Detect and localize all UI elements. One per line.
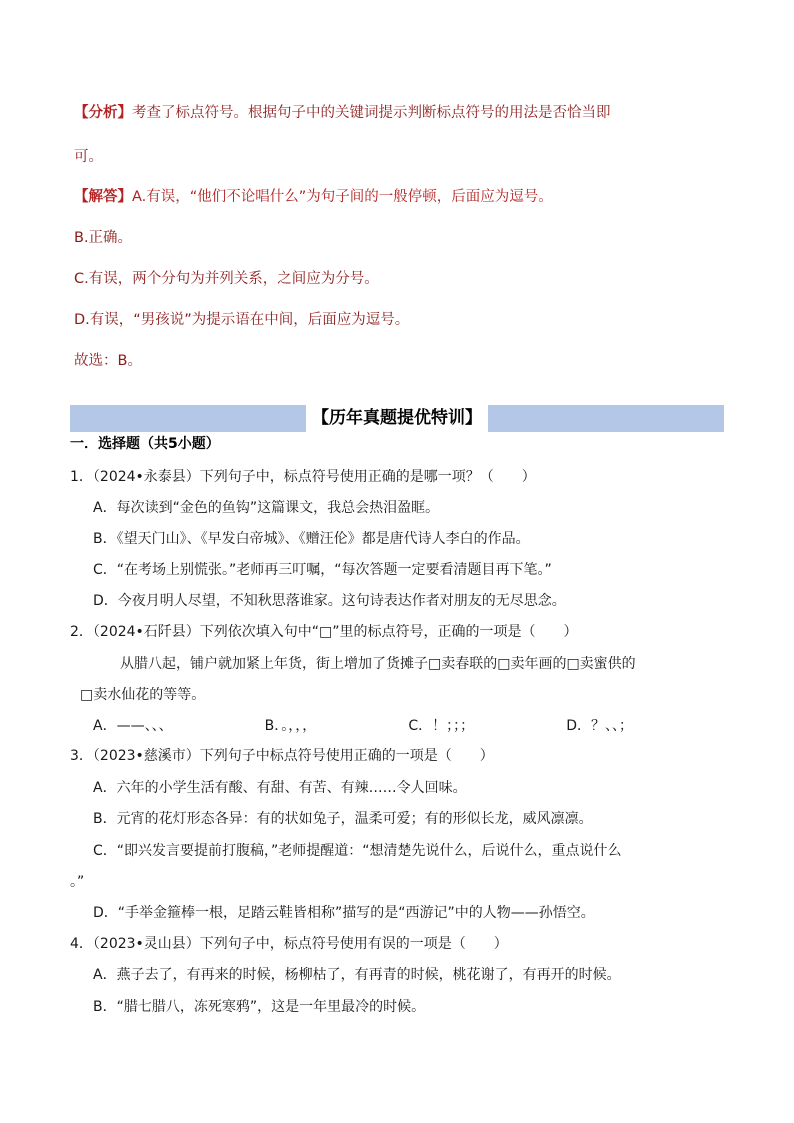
question-1-option-c[interactable]: C．“在考场上别慌张。”老师再三叮嘱，“每次答题一定要看清题目再下笔。”: [93, 562, 552, 578]
question-2-option-a[interactable]: A．——、、、: [93, 718, 173, 734]
analysis-tag: 【分析】: [74, 105, 132, 121]
question-1-option-a[interactable]: A．每次读到“金色的鱼钩”这篇课文，我总会热泪盈眶。: [93, 500, 440, 516]
solution-text-a: A.有误，“他们不论唱什么”为句子间的一般停顿，后面应为逗号。: [132, 189, 553, 205]
analysis-line-2: 可。: [74, 149, 103, 165]
question-2-passage-line-1: 从腊八起，铺户就加紧上年货，街上增加了货摊子□卖春联的□卖年画的□卖蜜供的: [120, 656, 636, 672]
question-4-stem: 4．（2023•灵山县）下列句子中，标点符号使用有误的一项是（ ）: [70, 936, 508, 952]
question-1-stem: 1．（2024•永泰县）下列句子中，标点符号使用正确的是哪一项？（ ）: [70, 469, 536, 485]
question-3-option-c-wrap: 。”: [70, 874, 85, 890]
solution-line-3: C.有误，两个分句为并列关系，之间应为分号。: [74, 271, 379, 287]
question-2-option-b[interactable]: B．。，，，: [264, 718, 317, 734]
question-1-option-b[interactable]: B．《望天门山》、《早发白帝城》、《赠汪伦》都是唐代诗人李白的作品。: [93, 531, 530, 547]
question-3-option-d[interactable]: D．“手举金箍棒一根，足踏云鞋皆相称”描写的是“西游记”中的人物——孙悟空。: [93, 905, 595, 921]
question-1-option-d[interactable]: D．今夜月明人尽望，不知秋思落谁家。这句诗表达作者对朋友的无尽思念。: [93, 593, 566, 609]
question-3-option-b[interactable]: B．元宵的花灯形态各异：有的状如兔子，温柔可爱；有的形似长龙，威风凛凛。: [93, 811, 593, 827]
analysis-line-1: [74, 101, 611, 122]
question-3-option-a[interactable]: A．六年的小学生活有酸、有甜、有苦、有辣……令人回味。: [93, 780, 467, 796]
question-2-options: [93, 715, 633, 735]
question-3-option-c[interactable]: C．“即兴发言要提前打腹稿，”老师提醒道：“想清楚先说什么，后说什么，重点说什么: [93, 843, 622, 859]
final-choice: 故选：B。: [74, 353, 142, 369]
question-2-option-c[interactable]: C．！；；；: [408, 718, 475, 734]
question-3-stem: 3．（2023•慈溪市）下列句子中标点符号使用正确的一项是（ ）: [70, 748, 494, 764]
question-4-option-b[interactable]: B．“腊七腊八，冻死寒鸦”，这是一年里最冷的时候。: [93, 999, 426, 1015]
question-2-passage-line-2: □卖水仙花的等等。: [80, 687, 206, 703]
solution-line-1: [74, 185, 553, 206]
solution-line-4: D.有误，“男孩说”为提示语在中间，后面应为逗号。: [74, 312, 410, 328]
question-2-stem: 2．（2024•石阡县）下列依次填入句中“□”里的标点符号，正确的一项是（ ）: [70, 624, 578, 640]
question-2-option-d[interactable]: D．？、、；: [566, 718, 633, 734]
section-heading: 一．选择题（共5小题）: [70, 436, 220, 452]
banner-title: 【历年真题提优特训】: [306, 405, 488, 432]
solution-tag: 【解答】: [74, 189, 132, 205]
question-4-option-a[interactable]: A．燕子去了，有再来的时候，杨柳枯了，有再青的时候，桃花谢了，有再开的时候。: [93, 967, 621, 983]
section-banner: [70, 405, 724, 432]
analysis-text: 考查了标点符号。根据句子中的关键词提示判断标点符号的用法是否恰当即: [132, 105, 611, 121]
solution-line-2: B.正确。: [74, 230, 133, 246]
